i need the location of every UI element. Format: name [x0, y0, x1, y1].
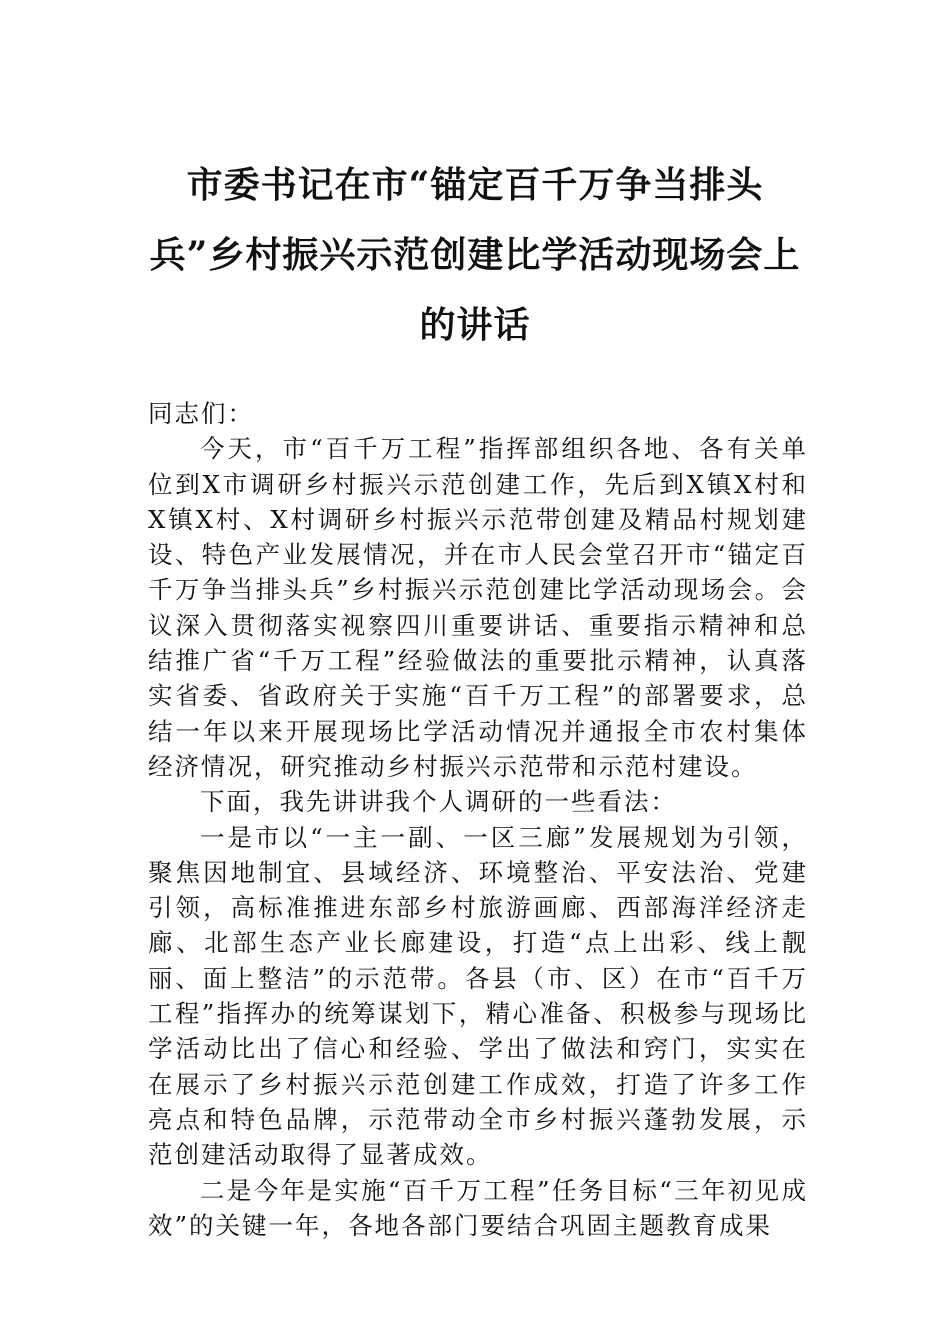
paragraph-4: 二是今年是实施“百千万工程”任务目标“三年初见成效”的关键一年，各地各部门要结合巩固主题教育成果	[148, 1175, 808, 1240]
paragraph-2: 下面，我先讲讲我个人调研的一些看法：	[200, 787, 677, 817]
salutation: 同志们：	[148, 399, 254, 428]
document-title: 市委书记在市“锚定百千万争当排头兵”乡村振兴示范创建比学活动现场会上的讲话	[149, 164, 801, 346]
paragraph-1: 今天，市“百千万工程”指挥部组织各地、各有关单位到X市调研乡村振兴示范创建工作，先后到X镇X村和X镇X村、X村调研乡村振兴示范带创建及精品村规划建设、特色产业发展情况，并在市人民会堂召开市“锚定百千万争当排头兵”乡村振兴示范创建比学活动现场会。会议深入贯彻落实视察四川重要讲话、重要指示精神和总结推广省“千万工程”经验做法的重要批示精神，认真落实省委、省政府关于实施“百千万工程”的部署要求，总结一年以来开展现场比学活动情况并通报全市农村集体经济情况，研究推动乡村振兴示范带和示范村建设。	[148, 434, 808, 781]
document-body	[148, 396, 808, 1243]
paragraph-3: 一是市以“一主一副、一区三廊”发展规划为引领，聚焦因地制宜、县域经济、环境整治、平安法治、党建引领，高标准推进东部乡村旅游画廊、西部海洋经济走廊、北部生态产业长廊建设，打造“点上出彩、线上靓丽、面上整洁”的示范带。各县（市、区）在市“百千万工程”指挥办的统筹谋划下，精心准备、积极参与现场比学活动比出了信心和经验、学出了做法和窍门，实实在在展示了乡村振兴示范创建工作成效，打造了许多工作亮点和特色品牌，示范带动全市乡村振兴蓬勃发展，示范创建活动取得了显著成效。	[148, 822, 808, 1170]
